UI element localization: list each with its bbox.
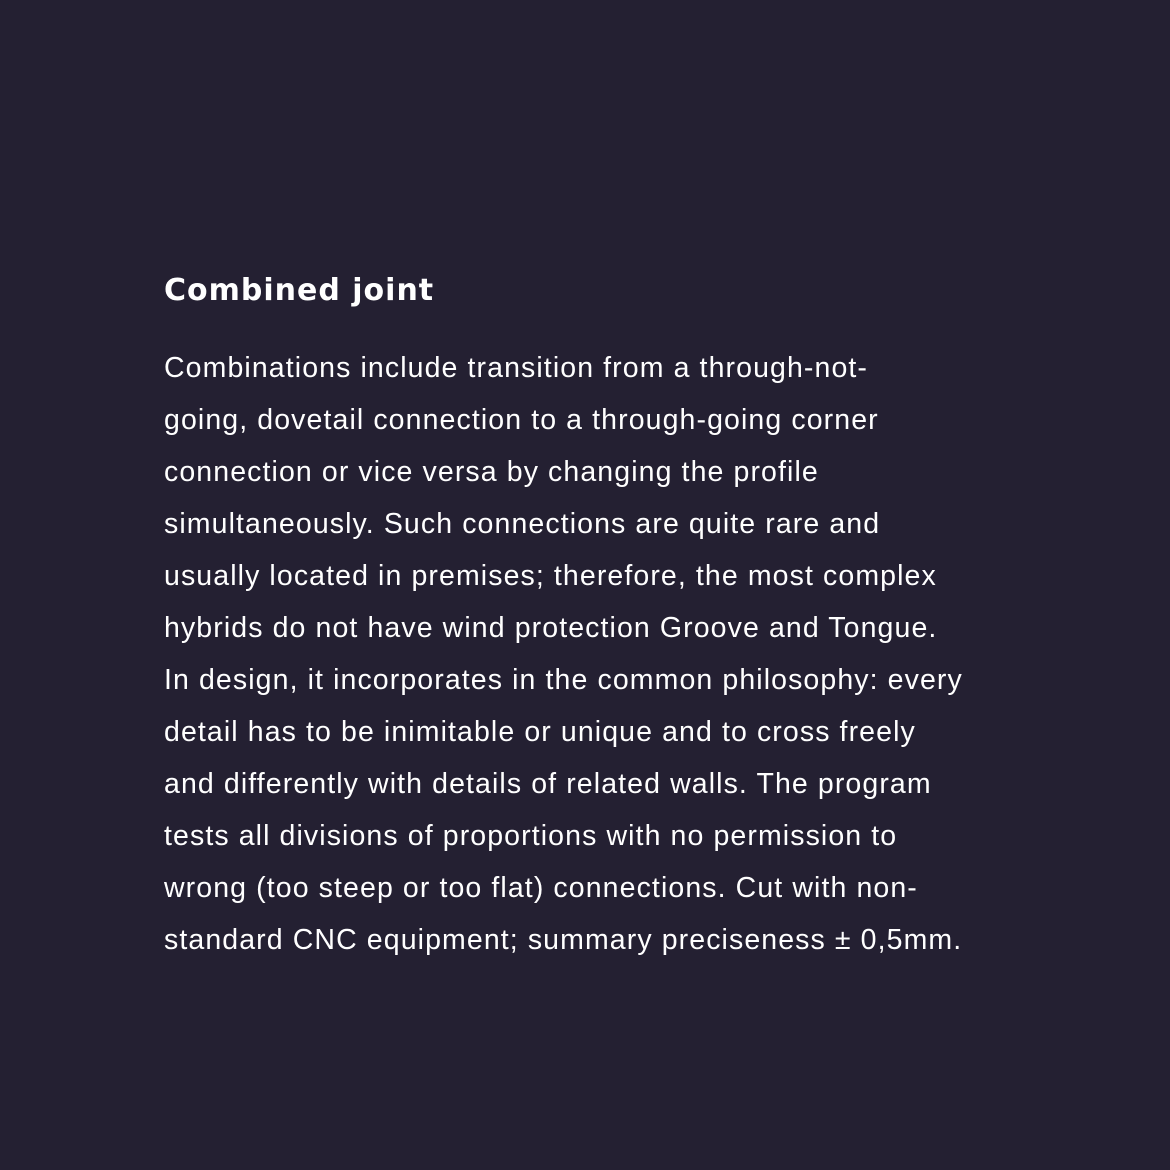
body-line: connection or vice versa by changing the profile bbox=[164, 456, 819, 488]
body-line: tests all divisions of proportions with no permission to bbox=[164, 820, 898, 852]
article-title: Combined joint bbox=[164, 273, 435, 308]
body-line: hybrids do not have wind protection Groove and Tongue. bbox=[164, 612, 938, 644]
body-line: In design, it incorporates in the common philosophy: every bbox=[164, 664, 963, 696]
body-line: wrong (too steep or too flat) connections. Cut with non- bbox=[164, 872, 918, 904]
body-line: going, dovetail connection to a through-going corner bbox=[164, 404, 879, 436]
body-line: Combinations include transition from a through-not- bbox=[164, 352, 869, 384]
body-line: and differently with details of related walls. The program bbox=[164, 768, 932, 800]
body-line: usually located in premises; therefore, the most complex bbox=[164, 560, 937, 592]
body-line: standard CNC equipment; summary preciseness ± 0,5mm. bbox=[164, 924, 963, 956]
article-body bbox=[164, 342, 1024, 966]
body-line: detail has to be inimitable or unique and to cross freely bbox=[164, 716, 916, 748]
body-line: simultaneously. Such connections are quite rare and bbox=[164, 508, 881, 540]
article bbox=[164, 270, 1024, 966]
